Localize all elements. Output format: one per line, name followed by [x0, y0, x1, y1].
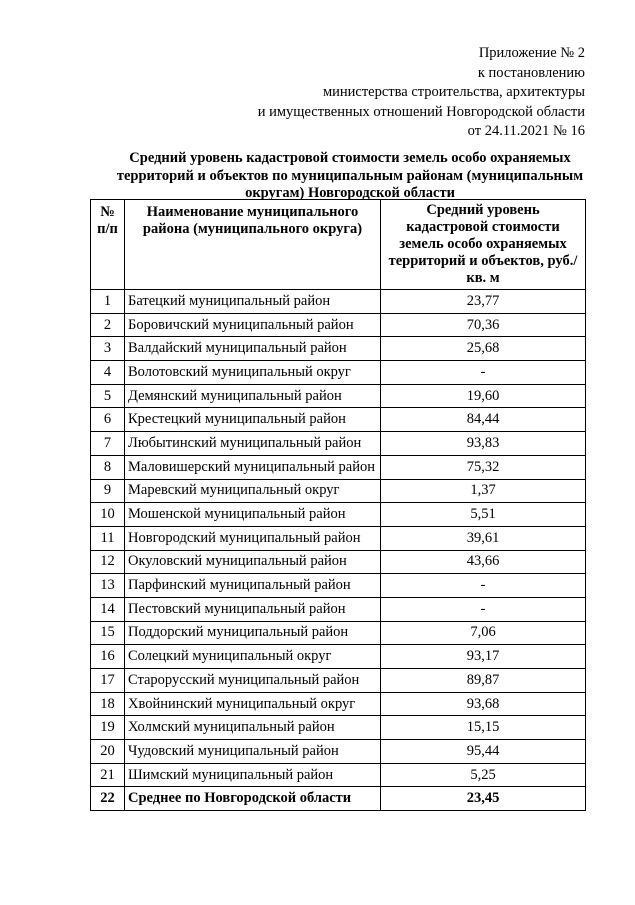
- cadastral-value-table: [90, 199, 586, 811]
- row-number: 11: [91, 526, 125, 550]
- cadastral-value: -: [381, 574, 586, 598]
- title-line: Средний уровень кадастровой стоимости земель особо охраняемых: [129, 150, 571, 166]
- district-name: Солецкий муниципальный округ: [125, 645, 381, 669]
- row-number: 3: [91, 337, 125, 361]
- row-number: 10: [91, 503, 125, 527]
- district-name: Поддорский муниципальный район: [125, 621, 381, 645]
- cadastral-value: 15,15: [381, 716, 586, 740]
- row-number: 22: [91, 787, 125, 811]
- table-row: [91, 716, 586, 740]
- table-row: [91, 763, 586, 787]
- district-name: Демянский муниципальный район: [125, 384, 381, 408]
- table-row: [91, 408, 586, 432]
- table-row: [91, 645, 586, 669]
- district-name: Чудовский муниципальный район: [125, 740, 381, 764]
- cadastral-value: 23,45: [381, 787, 586, 811]
- table-body: [91, 290, 586, 811]
- district-name: Шимский муниципальный район: [125, 763, 381, 787]
- table-row: [91, 503, 586, 527]
- row-number: 21: [91, 763, 125, 787]
- title-line: округам) Новгородской области: [245, 185, 455, 201]
- table-row: [91, 597, 586, 621]
- table-row: [91, 384, 586, 408]
- cadastral-value: 70,36: [381, 313, 586, 337]
- table-row: [91, 692, 586, 716]
- district-name: Холмский муниципальный район: [125, 716, 381, 740]
- header-value: Средний уровень кадастровой стоимости земель особо охраняемых территорий и объектов, руб./кв. м: [381, 200, 586, 290]
- title-line: территорий и объектов по муниципальным районам (муниципальным: [116, 167, 584, 184]
- cadastral-value: 23,77: [381, 290, 586, 314]
- district-name: Старорусский муниципальный район: [125, 669, 381, 693]
- row-number: 16: [91, 645, 125, 669]
- table-row: [91, 574, 586, 598]
- cadastral-value: -: [381, 597, 586, 621]
- table-row: [91, 669, 586, 693]
- appendix-block: [258, 44, 585, 142]
- row-number: 1: [91, 290, 125, 314]
- district-name: Валдайский муниципальный район: [125, 337, 381, 361]
- district-name: Волотовский муниципальный округ: [125, 361, 381, 385]
- appendix-line: министерства строительства, архитектуры: [322, 84, 585, 101]
- district-name: Любытинский муниципальный район: [125, 432, 381, 456]
- table-row: [91, 455, 586, 479]
- district-name: Хвойнинский муниципальный округ: [125, 692, 381, 716]
- appendix-line: Приложение № 2: [478, 45, 585, 61]
- cadastral-value: -: [381, 361, 586, 385]
- district-name: Маловишерский муниципальный район: [125, 455, 381, 479]
- table-row: [91, 337, 586, 361]
- appendix-line: к постановлению: [477, 64, 585, 81]
- row-number: 13: [91, 574, 125, 598]
- district-name: Мошенской муниципальный район: [125, 503, 381, 527]
- table-row: [91, 740, 586, 764]
- table-row: [91, 526, 586, 550]
- row-number: 15: [91, 621, 125, 645]
- row-number: 4: [91, 361, 125, 385]
- row-number: 6: [91, 408, 125, 432]
- cadastral-value: 39,61: [381, 526, 586, 550]
- table-row: [91, 479, 586, 503]
- document-title: [90, 150, 610, 203]
- district-name: Батецкий муниципальный район: [125, 290, 381, 314]
- row-number: 8: [91, 455, 125, 479]
- cadastral-value: 84,44: [381, 408, 586, 432]
- cadastral-value: 25,68: [381, 337, 586, 361]
- district-name: Новгородский муниципальный район: [125, 526, 381, 550]
- table-total-row: [91, 787, 586, 811]
- cadastral-value: 89,87: [381, 669, 586, 693]
- row-number: 14: [91, 597, 125, 621]
- table-row: [91, 432, 586, 456]
- row-number: 12: [91, 550, 125, 574]
- cadastral-value: 75,32: [381, 455, 586, 479]
- header-name: Наименование муниципального района (муниципального округа): [125, 200, 381, 290]
- row-number: 19: [91, 716, 125, 740]
- cadastral-value: 93,68: [381, 692, 586, 716]
- row-number: 20: [91, 740, 125, 764]
- table-row: [91, 361, 586, 385]
- cadastral-value: 93,83: [381, 432, 586, 456]
- header-num: № п/п: [91, 200, 125, 290]
- row-number: 7: [91, 432, 125, 456]
- cadastral-value: 93,17: [381, 645, 586, 669]
- cadastral-value: 7,06: [381, 621, 586, 645]
- cadastral-value: 95,44: [381, 740, 586, 764]
- district-name: Окуловский муниципальный район: [125, 550, 381, 574]
- table-row: [91, 621, 586, 645]
- cadastral-value: 5,25: [381, 763, 586, 787]
- row-number: 2: [91, 313, 125, 337]
- district-name: Парфинский муниципальный район: [125, 574, 381, 598]
- cadastral-value: 43,66: [381, 550, 586, 574]
- cadastral-value: 19,60: [381, 384, 586, 408]
- table-header-row: [91, 200, 586, 290]
- district-name: Боровичский муниципальный район: [125, 313, 381, 337]
- row-number: 17: [91, 669, 125, 693]
- row-number: 18: [91, 692, 125, 716]
- row-number: 9: [91, 479, 125, 503]
- appendix-line: от 24.11.2021 № 16: [467, 123, 585, 140]
- table-row: [91, 313, 586, 337]
- district-name: Маревский муниципальный округ: [125, 479, 381, 503]
- row-number: 5: [91, 384, 125, 408]
- table-row: [91, 290, 586, 314]
- district-name: Пестовский муниципальный район: [125, 597, 381, 621]
- appendix-line: и имущественных отношений Новгородской области: [257, 103, 585, 120]
- table-row: [91, 550, 586, 574]
- district-name: Крестецкий муниципальный район: [125, 408, 381, 432]
- cadastral-value: 5,51: [381, 503, 586, 527]
- cadastral-value: 1,37: [381, 479, 586, 503]
- district-name: Среднее по Новгородской области: [125, 787, 381, 811]
